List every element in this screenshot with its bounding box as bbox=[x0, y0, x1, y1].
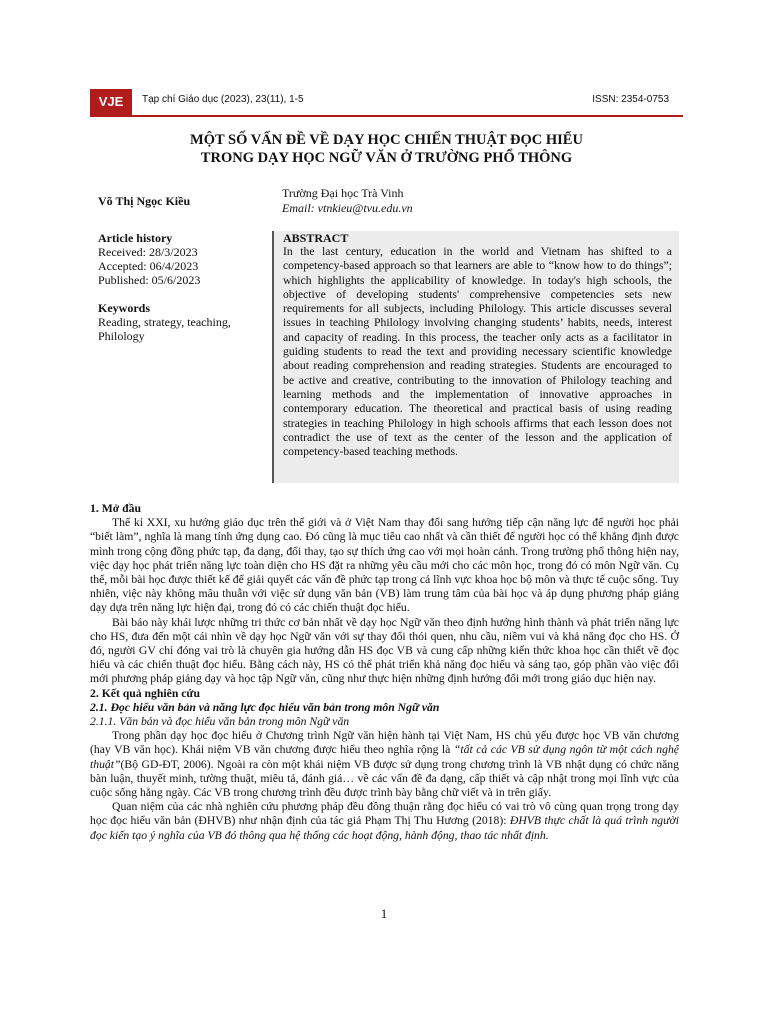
affiliation: Trường Đại học Trà Vinh bbox=[282, 186, 404, 200]
paragraph-4-part-a: Quan niệm của các nhà nghiên cứu phương pháp đều đồng thuận rằng đọc hiểu có vai trò vô cùng quan trọng trong dạy học đọc hiểu văn bản (ĐHVB) như nhận định của tác giả Phạm Thị Thu Hương (2018): bbox=[90, 800, 679, 828]
author-name: Võ Thị Ngọc Kiều bbox=[98, 194, 191, 208]
author-affiliation-block bbox=[282, 186, 413, 216]
paper-title bbox=[90, 131, 683, 167]
paragraph-1: Thế kỉ XXI, xu hướng giáo dục trên thế giới và ở Việt Nam thay đổi sang hướng tiếp cận năng lực để người học phải “biết làm”, nghĩa là mang tính ứng dụng cao. Đó cũng là mục tiêu cao nhất và cần thiết để người học có thể khẳng định được mình trong cộng đồng phức tạp, đa dạng, đổi thay, tạo sự thích ứng cao với mọi hoàn cảnh. Trong trường phổ thông hiện nay, việc dạy học phát triển năng lực toàn diện cho HS đặt ra những yêu cầu mới cho các môn học, trong đó có môn Ngữ văn. Cụ thể, mỗi bài học được thiết kế để giải quyết các vấn đề phức tạp trong cả lĩnh vực khoa học bộ môn và thực tế cuộc sống. Tuy nhiên, việc này không mâu thuẫn với việc sử dụng văn bản (VB) làm trung tâm của bài học và áp dụng phương pháp giảng dạy dựa trên năng lực hiện đại, trong đó có các chiến thuật đọc hiểu. bbox=[90, 516, 679, 615]
abstract-box bbox=[272, 231, 679, 483]
keywords-heading: Keywords bbox=[98, 301, 150, 315]
article-meta bbox=[98, 231, 268, 343]
subsection-heading-2-1-1: 2.1.1. Văn bản và đọc hiểu văn bản trong môn Ngữ văn bbox=[90, 715, 350, 729]
article-body bbox=[90, 502, 679, 843]
published-date: Published: 05/6/2023 bbox=[98, 273, 201, 287]
title-line-1: MỘT SỐ VẤN ĐỀ VỀ DẠY HỌC CHIẾN THUẬT ĐỌC HIỂU bbox=[190, 132, 583, 148]
accepted-date: Accepted: 06/4/2023 bbox=[98, 259, 199, 273]
section-heading-results: 2. Kết quả nghiên cứu bbox=[90, 686, 200, 700]
paragraph-3 bbox=[90, 729, 679, 800]
abstract-heading: ABSTRACT bbox=[283, 231, 349, 245]
paragraph-3-quote: “tất cả các VB sử dụng ngôn từ một cách nghệ thuật” bbox=[90, 743, 679, 771]
keywords-text: Reading, strategy, teaching, Philology bbox=[98, 315, 231, 343]
subsection-heading-2-1: 2.1. Đọc hiểu văn bản và năng lực đọc hiểu văn bản trong môn Ngữ văn bbox=[90, 700, 440, 714]
abstract-text: In the last century, education in the world and Vietnam has shifted to a competency-based approach so that learners are able to “know how to do things”; which highlights the applicability of knowledge. In today's high schools, the objective of developing students' comprehensive competencies sets new requirements for all subjects, including Philology. This article discusses several issues in teaching Philology involving changing students’ habits, needs, interest and capacity of reading. In this process, the teacher only acts as a facilitator in guiding students to read the text and providing necessary scientific knowledge about reading comprehension and reading strategies. Students are encouraged to be active and creative, contributing to the innovation of Philology teaching and learning methods and the implementation of innovative approaches in contemporary education. The theoretical and practical basis of using reading strategies in teaching Philology in high schools affirms that each lesson does not contradict the use of text as the center of the lesson and the application of competency-based teaching methods. bbox=[283, 245, 672, 459]
journal-header bbox=[90, 89, 683, 117]
history-heading: Article history bbox=[98, 231, 173, 245]
paragraph-2: Bài báo này khái lược những tri thức cơ bản nhất về dạy học Ngữ văn theo định hướng hình thành và phát triển năng lực cho HS, đưa đến một cái nhìn về dạy học Ngữ văn với sự thay đổi thói quen, nhu cầu, niềm vui và khả năng đọc cho HS. Ở đó, người GV chỉ đóng vai trò là chuyên gia hướng dẫn HS đọc VB và cung cấp những kiến thức khoa học cần thiết về đọc hiểu và các chiến thuật đọc hiểu. Bằng cách này, HS có thể phát triển khả năng đọc hiểu và sáng tạo, góp phần vào việc đổi mới phương pháp giảng dạy và học tập Ngữ văn, cũng như thực hiện những định hướng đổi mới trong giáo dục hiện nay. bbox=[90, 615, 679, 686]
journal-citation: Tạp chí Giáo dục (2023), 23(11), 1-5 bbox=[142, 94, 304, 105]
page-number: 1 bbox=[380, 906, 388, 921]
paragraph-3-part-b: (Bộ GD-ĐT, 2006). Ngoài ra còn một khái niệm VB được sử dụng trong chương trình là VB nhật dụng có chức năng bàn luận, thuyết minh, tường thuật, miêu tả, đánh giá… về các vấn đề đa dạng, cấp thiết và cập nhật trong mọi lĩnh vực của cuộc sống hằng ngày. Các VB trong chương trình đều được trình bày bằng chữ viết và in trên giấy. bbox=[90, 757, 679, 800]
paragraph-4-quote: ĐHVB thực chất là quá trình người đọc kiến tạo ý nghĩa của VB đó thông qua hệ thống các hoạt động, hành động, thao tác nhất định. bbox=[90, 814, 679, 842]
issn: ISSN: 2354-0753 bbox=[592, 94, 669, 105]
section-heading-intro: 1. Mở đầu bbox=[90, 502, 141, 515]
paragraph-4 bbox=[90, 800, 679, 843]
author-email: Email: vtnkieu@tvu.edu.vn bbox=[282, 201, 413, 215]
title-line-2: TRONG DẠY HỌC NGỮ VĂN Ở TRƯỜNG PHỔ THÔNG bbox=[200, 150, 573, 166]
received-date: Received: 28/3/2023 bbox=[98, 245, 198, 259]
paragraph-3-part-a: Trong phần dạy học đọc hiểu ở Chương trình Ngữ văn hiện hành tại Việt Nam, HS chủ yếu được học VB văn chương (hay VB văn học). Khái niệm VB văn chương được hiểu theo nghĩa rộng là bbox=[90, 729, 679, 757]
journal-logo: VJE bbox=[90, 89, 132, 115]
